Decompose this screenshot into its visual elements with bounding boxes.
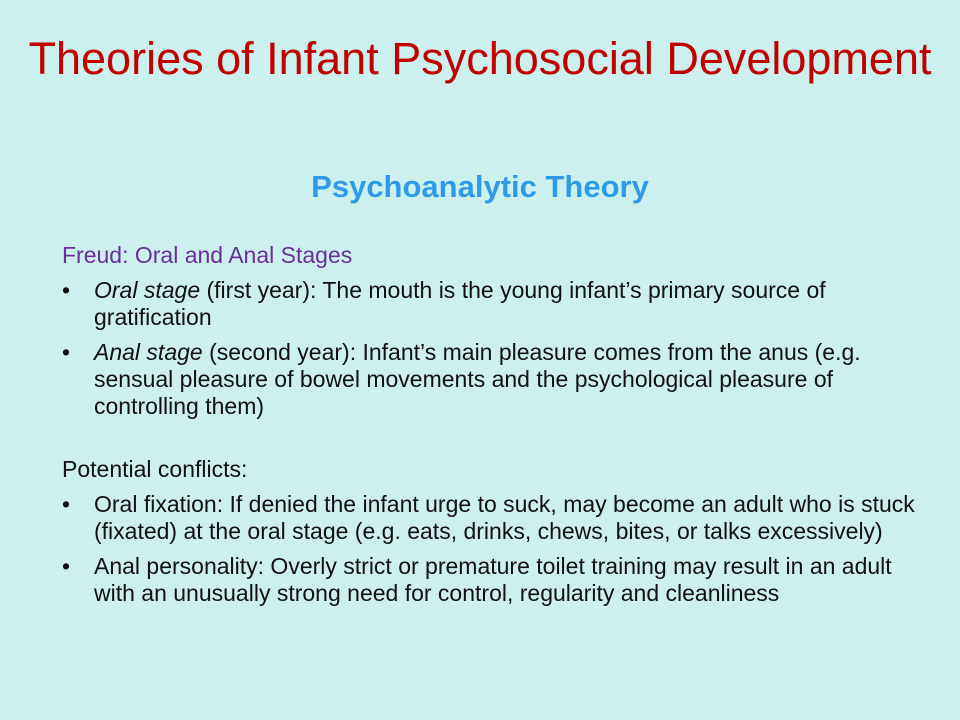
bullet-icon: •	[62, 553, 71, 579]
oral-fixation-text: Oral fixation: If denied the infant urge to suck, may become an adult who is stuck (fixated) at the oral stage (e.g. eats, drinks, chews, bites, or talks excessively)	[94, 491, 915, 544]
freud-heading: Freud: Oral and Anal Stages	[62, 242, 353, 268]
conflicts-heading: Potential conflicts:	[62, 456, 248, 482]
oral-stage-description: (first year): The mouth is the young infant’s primary source of gratification	[94, 277, 826, 330]
slide-subtitle: Psychoanalytic Theory	[311, 169, 649, 204]
list-item-anal-personality	[62, 553, 922, 607]
bullet-icon: •	[62, 277, 71, 303]
conflicts-list	[62, 491, 922, 607]
list-item-anal-stage	[62, 339, 922, 420]
slide-title: Theories of Infant Psychosocial Development	[28, 33, 932, 84]
anal-personality-text: Anal personality: Overly strict or premature toilet training may result in an adult with an unusually strong need for control, regularity and cleanliness	[94, 553, 892, 606]
term-anal-stage: Anal stage	[94, 339, 203, 365]
anal-stage-description: (second year): Infant’s main pleasure comes from the anus (e.g. sensual pleasure of bowel movements and the psychological pleasure of controlling them)	[94, 339, 861, 419]
bullet-icon: •	[62, 339, 71, 365]
term-oral-stage: Oral stage	[94, 277, 201, 303]
bullet-icon: •	[62, 491, 71, 517]
freud-stage-list	[62, 277, 922, 420]
slide-body	[62, 242, 922, 615]
list-item-oral-stage	[62, 277, 922, 331]
list-item-oral-fixation	[62, 491, 922, 545]
